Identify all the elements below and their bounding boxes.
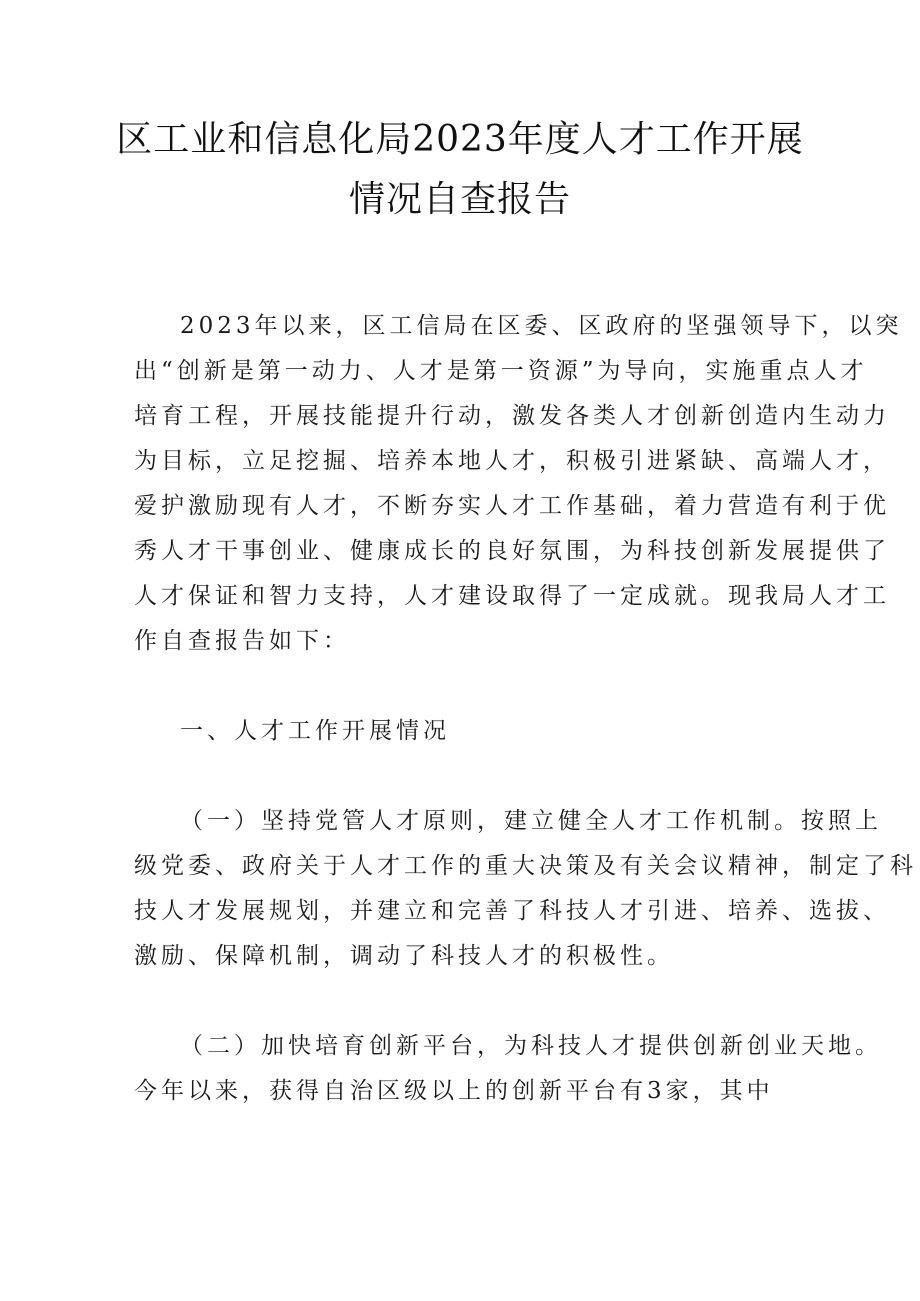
item1-line: 激励、保障机制，调动了科技人才的积极性。 bbox=[134, 943, 674, 969]
intro-line: 人才保证和智力支持，人才建设取得了一定成就。现我局人才工 bbox=[134, 583, 890, 609]
document-title-line-1: 区工业和信息化局2023年度人才工作开展 bbox=[116, 119, 804, 160]
item1-line: 技人才发展规划，并建立和完善了科技人才引进、培养、选拔、 bbox=[134, 898, 890, 924]
intro-line: 出“创新是第一动力、人才是第一资源”为导向，实施重点人才 bbox=[134, 358, 868, 384]
intro-line: 秀人才干事创业、健康成长的良好氛围，为科技创新发展提供了 bbox=[134, 538, 890, 564]
item2-line: 今年以来，获得自治区级以上的创新平台有3家，其中 bbox=[134, 1078, 774, 1104]
intro-line: 2023年以来，区工信局在区委、区政府的坚强领导下，以突 bbox=[180, 313, 903, 339]
item1-line: 级党委、政府关于人才工作的重大决策及有关会议精神，制定了科 bbox=[134, 853, 917, 879]
intro-line: 爱护激励现有人才，不断夯实人才工作基础，着力营造有利于优 bbox=[134, 493, 890, 519]
section-heading: 一、人才工作开展情况 bbox=[180, 718, 450, 744]
intro-line: 作自查报告如下： bbox=[134, 628, 350, 654]
item2-line: （二）加快培育创新平台，为科技人才提供创新创业天地。 bbox=[180, 1033, 882, 1059]
intro-line: 培育工程，开展技能提升行动，激发各类人才创新创造内生动力 bbox=[134, 403, 890, 429]
intro-line: 为目标，立足挖掘、培养本地人才，积极引进紧缺、高端人才， bbox=[134, 448, 890, 474]
document-title-line-2: 情况自查报告 bbox=[348, 179, 571, 220]
item1-line: （一）坚持党管人才原则，建立健全人才工作机制。按照上 bbox=[180, 808, 882, 834]
